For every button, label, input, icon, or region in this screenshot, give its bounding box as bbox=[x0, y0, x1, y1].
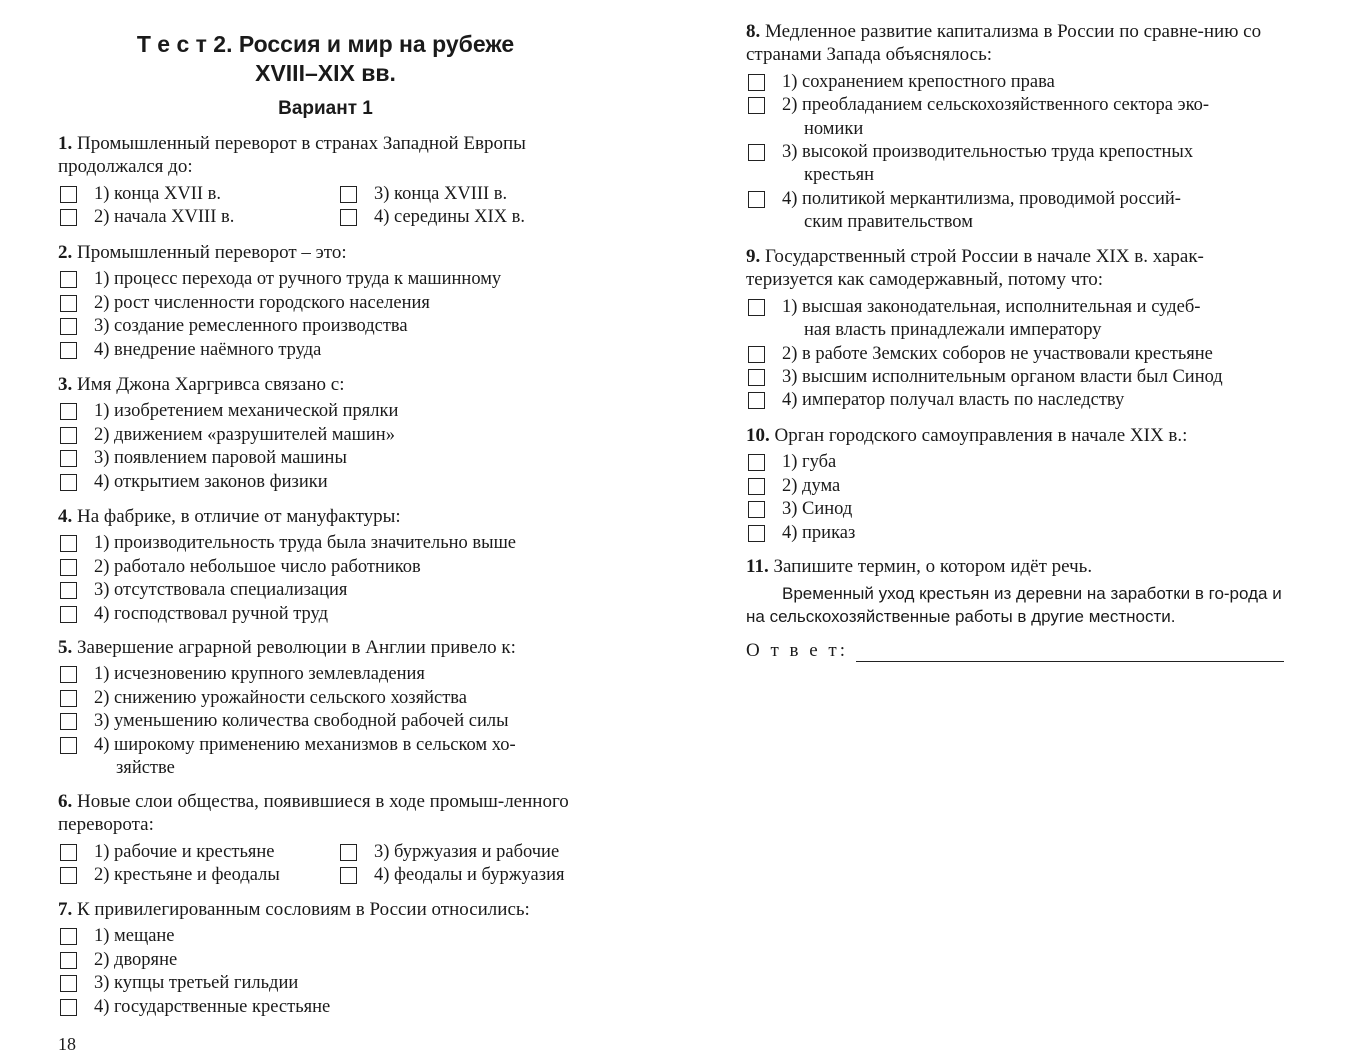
checkbox-icon[interactable] bbox=[60, 271, 77, 288]
checkbox-icon[interactable] bbox=[748, 144, 765, 161]
checkbox-icon[interactable] bbox=[340, 867, 357, 884]
checkbox-icon[interactable] bbox=[60, 295, 77, 312]
option-checkbox[interactable]: 4) господствовал ручной труд bbox=[58, 603, 593, 626]
option-checkbox[interactable]: 2) дворяне bbox=[58, 949, 593, 972]
option-checkbox[interactable]: 3) отсутствовала специализация bbox=[58, 579, 593, 602]
option-checkbox[interactable]: 1) процесс перехода от ручного труда к машинному bbox=[58, 268, 593, 291]
title-line-1: Т е с т 2. Россия и мир на рубеже bbox=[136, 31, 515, 57]
option-checkbox[interactable]: 4) середины XIX в. bbox=[338, 206, 593, 229]
checkbox-icon[interactable] bbox=[340, 209, 357, 226]
option-checkbox[interactable]: 3) создание ремесленного производства bbox=[58, 315, 593, 338]
option-checkbox[interactable]: 4) открытием законов физики bbox=[58, 471, 593, 494]
checkbox-icon[interactable] bbox=[340, 186, 357, 203]
checkbox-icon[interactable] bbox=[748, 369, 765, 386]
checkbox-icon[interactable] bbox=[60, 928, 77, 945]
option-checkbox[interactable]: 1) высшая законодательная, исполнительная и судеб- ная власть принадлежали императору bbox=[746, 296, 1286, 343]
option-checkbox[interactable]: 1) мещане bbox=[58, 925, 593, 948]
option-checkbox[interactable]: 1) производительность труда была значительно выше bbox=[58, 532, 593, 555]
option-checkbox[interactable]: 2) в работе Земских соборов не участвовали крестьяне bbox=[746, 343, 1286, 366]
option-checkbox[interactable]: 2) дума bbox=[746, 475, 1286, 498]
option-checkbox[interactable]: 3) конца XVIII в. bbox=[338, 183, 593, 206]
question-3 bbox=[58, 373, 593, 494]
test-title bbox=[58, 30, 593, 88]
checkbox-icon[interactable] bbox=[340, 844, 357, 861]
option-checkbox[interactable]: 3) высокой производительностью труда крепостных крестьян bbox=[746, 141, 1286, 188]
checkbox-icon[interactable] bbox=[748, 478, 765, 495]
option-checkbox[interactable]: 1) губа bbox=[746, 451, 1286, 474]
option-checkbox[interactable]: 2) преобладанием сельскохозяйственного сектора эко- номики bbox=[746, 94, 1286, 141]
option-checkbox[interactable]: 3) купцы третьей гильдии bbox=[58, 972, 593, 995]
question-7 bbox=[58, 898, 593, 1019]
question-stem: 7. К привилегированным сословиям в России относились: bbox=[58, 899, 530, 920]
answer-field[interactable] bbox=[746, 640, 1284, 662]
checkbox-icon[interactable] bbox=[748, 525, 765, 542]
question-5 bbox=[58, 636, 593, 780]
question-4 bbox=[58, 505, 593, 626]
checkbox-icon[interactable] bbox=[60, 713, 77, 730]
question-stem: 2. Промышленный переворот – это: bbox=[58, 242, 347, 263]
answer-line[interactable] bbox=[856, 643, 1284, 662]
checkbox-icon[interactable] bbox=[60, 690, 77, 707]
checkbox-icon[interactable] bbox=[60, 535, 77, 552]
option-checkbox[interactable]: 4) император получал власть по наследству bbox=[746, 389, 1286, 412]
checkbox-icon[interactable] bbox=[60, 403, 77, 420]
answer-label: О т в е т: bbox=[746, 640, 849, 661]
option-checkbox[interactable]: 1) рабочие и крестьяне bbox=[58, 841, 338, 864]
checkbox-icon[interactable] bbox=[60, 209, 77, 226]
option-checkbox[interactable]: 2) снижению урожайности сельского хозяйства bbox=[58, 687, 593, 710]
term-description: Временный уход крестьян из деревни на заработки в го-рода и на сельскохозяйственные работы в другие местности. bbox=[746, 584, 1282, 627]
question-1 bbox=[58, 132, 593, 230]
checkbox-icon[interactable] bbox=[748, 454, 765, 471]
checkbox-icon[interactable] bbox=[60, 975, 77, 992]
option-checkbox[interactable]: 4) феодалы и буржуазия bbox=[338, 864, 593, 887]
checkbox-icon[interactable] bbox=[748, 392, 765, 409]
checkbox-icon[interactable] bbox=[60, 999, 77, 1016]
checkbox-icon[interactable] bbox=[60, 582, 77, 599]
question-8 bbox=[746, 20, 1286, 235]
option-checkbox[interactable]: 4) широкому применению механизмов в сельском хо- зяйстве bbox=[58, 734, 593, 781]
option-checkbox[interactable]: 4) внедрение наёмного труда bbox=[58, 339, 593, 362]
checkbox-icon[interactable] bbox=[748, 97, 765, 114]
variant-heading: Вариант 1 bbox=[278, 98, 373, 119]
question-stem: 10. Орган городского самоуправления в начале XIX в.: bbox=[746, 425, 1188, 446]
question-stem: 8. Медленное развитие капитализма в России по сравне-нию со странами Запада объяснялось: bbox=[746, 21, 1262, 66]
option-checkbox[interactable]: 3) появлением паровой машины bbox=[58, 447, 593, 470]
question-stem: 9. Государственный строй России в начале XIX в. харак-теризуется как самодержавный, потому что: bbox=[746, 246, 1204, 291]
title-line-2: XVIII–XIX вв. bbox=[255, 60, 396, 86]
checkbox-icon[interactable] bbox=[60, 186, 77, 203]
question-stem: 5. Завершение аграрной революции в Англии привело к: bbox=[58, 637, 516, 658]
checkbox-icon[interactable] bbox=[60, 342, 77, 359]
option-checkbox[interactable]: 1) сохранением крепостного права bbox=[746, 71, 1286, 94]
option-checkbox[interactable]: 1) изобретением механической прялки bbox=[58, 400, 593, 423]
checkbox-icon[interactable] bbox=[748, 501, 765, 518]
question-10 bbox=[746, 424, 1286, 545]
question-6 bbox=[58, 790, 593, 888]
question-9 bbox=[746, 245, 1286, 413]
option-checkbox[interactable]: 3) уменьшению количества свободной рабочей силы bbox=[58, 710, 593, 733]
question-stem: 6. Новые слои общества, появившиеся в ходе промыш-ленного переворота: bbox=[58, 791, 569, 836]
option-checkbox[interactable]: 3) высшим исполнительным органом власти был Синод bbox=[746, 366, 1286, 389]
checkbox-icon[interactable] bbox=[60, 450, 77, 467]
checkbox-icon[interactable] bbox=[60, 844, 77, 861]
checkbox-icon[interactable] bbox=[60, 737, 77, 754]
option-checkbox[interactable]: 1) исчезновению крупного землевладения bbox=[58, 663, 593, 686]
option-checkbox[interactable]: 3) буржуазия и рабочие bbox=[338, 841, 593, 864]
option-checkbox[interactable]: 2) работало небольшое число работников bbox=[58, 556, 593, 579]
option-checkbox[interactable]: 2) движением «разрушителей машин» bbox=[58, 424, 593, 447]
question-11 bbox=[746, 555, 1286, 628]
checkbox-icon[interactable] bbox=[748, 74, 765, 91]
question-stem: 11. Запишите термин, о котором идёт речь. bbox=[746, 556, 1093, 577]
page-number: 18 bbox=[58, 1034, 76, 1054]
checkbox-icon[interactable] bbox=[748, 299, 765, 316]
checkbox-icon[interactable] bbox=[60, 559, 77, 576]
checkbox-icon[interactable] bbox=[748, 346, 765, 363]
checkbox-icon[interactable] bbox=[60, 666, 77, 683]
checkbox-icon[interactable] bbox=[60, 474, 77, 491]
question-stem: 1. Промышленный переворот в странах Западной Европы продолжался до: bbox=[58, 133, 526, 178]
option-checkbox[interactable]: 4) приказ bbox=[746, 522, 1286, 545]
option-checkbox[interactable]: 4) государственные крестьяне bbox=[58, 996, 593, 1019]
checkbox-icon[interactable] bbox=[60, 952, 77, 969]
checkbox-icon[interactable] bbox=[60, 427, 77, 444]
option-checkbox[interactable]: 3) Синод bbox=[746, 498, 1286, 521]
option-checkbox[interactable]: 2) крестьяне и феодалы bbox=[58, 864, 338, 887]
option-checkbox[interactable]: 2) начала XVIII в. bbox=[58, 206, 338, 229]
checkbox-icon[interactable] bbox=[60, 606, 77, 623]
checkbox-icon[interactable] bbox=[748, 191, 765, 208]
question-stem: 3. Имя Джона Харгривса связано с: bbox=[58, 374, 345, 395]
checkbox-icon[interactable] bbox=[60, 318, 77, 335]
option-checkbox[interactable]: 4) политикой меркантилизма, проводимой россий- ским правительством bbox=[746, 188, 1286, 235]
checkbox-icon[interactable] bbox=[60, 867, 77, 884]
question-stem: 4. На фабрике, в отличие от мануфактуры: bbox=[58, 506, 401, 527]
question-2 bbox=[58, 241, 593, 362]
option-checkbox[interactable]: 1) конца XVII в. bbox=[58, 183, 338, 206]
option-checkbox[interactable]: 2) рост численности городского населения bbox=[58, 292, 593, 315]
